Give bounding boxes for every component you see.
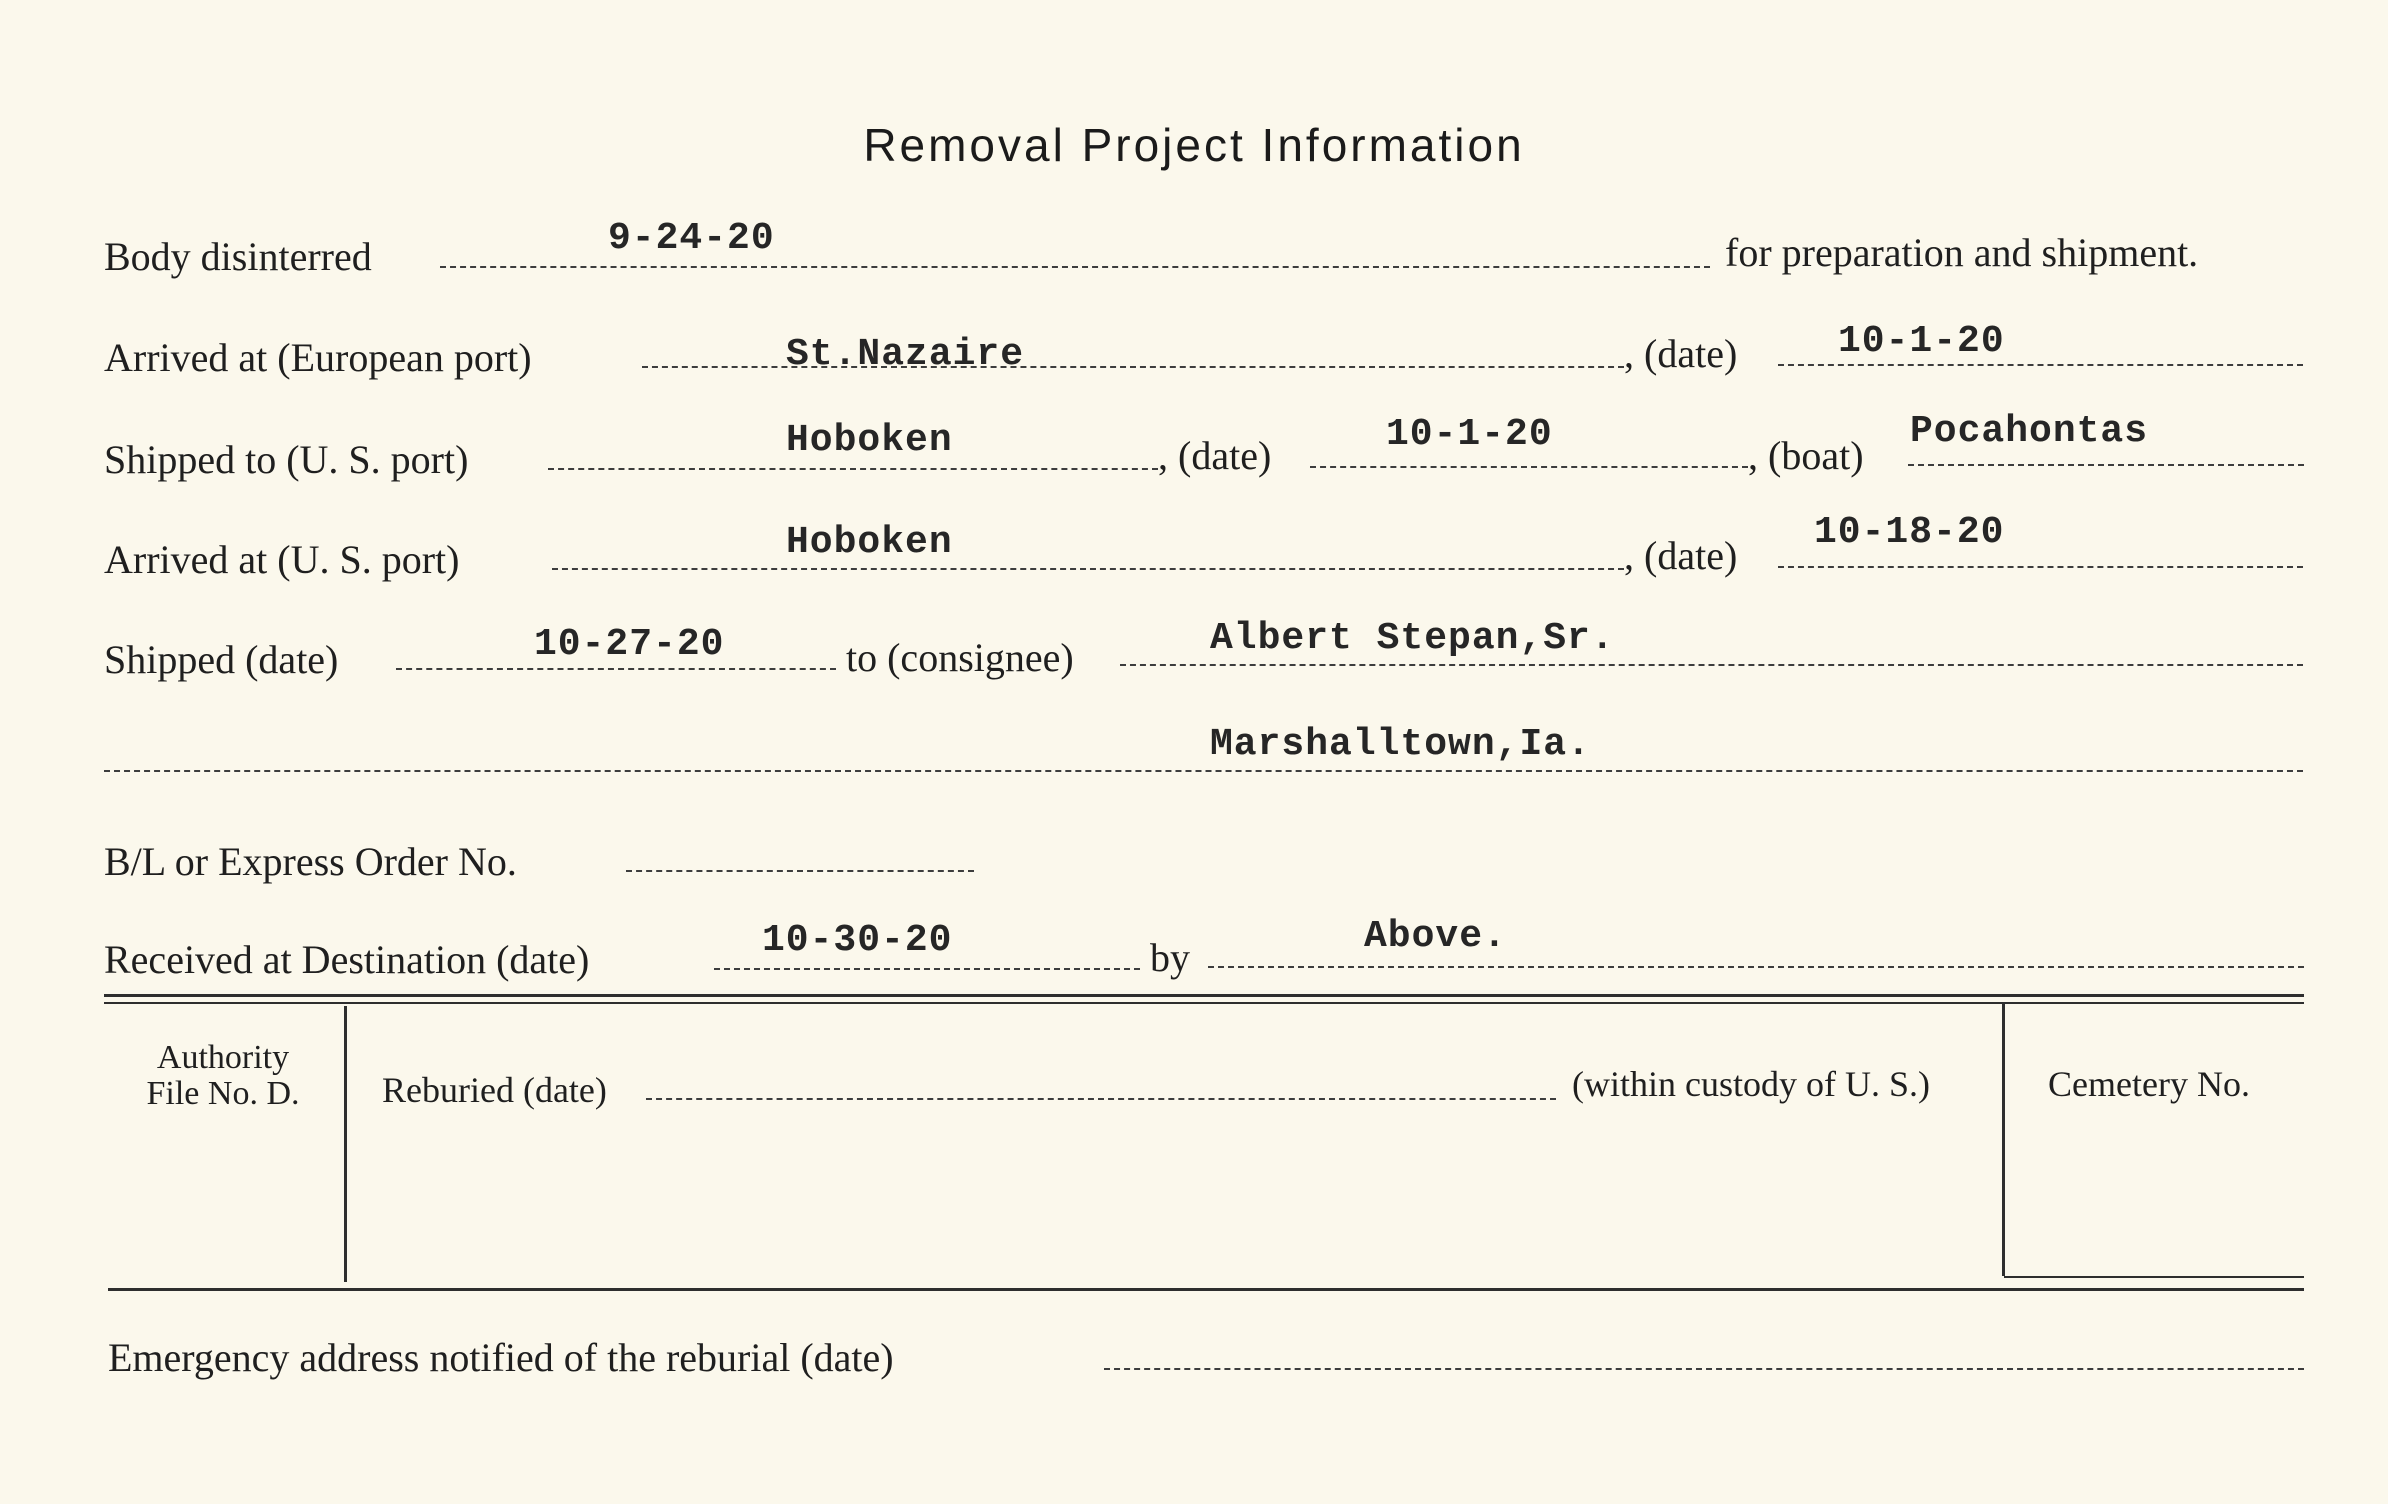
authority-label-line2: File No. D. bbox=[146, 1074, 300, 1112]
shipped-date-line bbox=[396, 668, 836, 670]
shipped-us-boat-value: Pocahontas bbox=[1910, 410, 2149, 453]
authority-label-line1: Authority bbox=[156, 1039, 290, 1076]
shipped-us-label: Shipped to (U. S. port) bbox=[104, 437, 469, 482]
shipped-date-label: Shipped (date) bbox=[104, 637, 339, 682]
shipped-us-port-line bbox=[548, 468, 1158, 470]
arrived-european-date-value: 10-1-20 bbox=[1838, 320, 2005, 363]
received-date-value: 10-30-20 bbox=[762, 919, 953, 962]
shipped-us-date-label: , (date) bbox=[1158, 433, 1272, 478]
reburied-label: Reburied (date) bbox=[382, 1070, 607, 1110]
bl-label: B/L or Express Order No. bbox=[104, 839, 517, 884]
consignee-address-line bbox=[104, 770, 2303, 772]
arrived-us-port-value: Hoboken bbox=[786, 521, 953, 564]
arrived-us-date-label: , (date) bbox=[1624, 533, 1738, 578]
box-rule-cemetery bbox=[2004, 1276, 2304, 1278]
arrived-european-label: Arrived at (European port) bbox=[104, 335, 532, 380]
cemetery-label: Cemetery No. bbox=[2048, 1064, 2250, 1104]
body-disinterred-suffix: for preparation and shipment. bbox=[1725, 230, 2199, 275]
box-bottom-rule bbox=[108, 1288, 2304, 1291]
consignee-label: to (consignee) bbox=[846, 635, 1074, 680]
arrived-european-date-line bbox=[1778, 364, 2303, 366]
card-title: Removal Project Information bbox=[863, 119, 1525, 171]
shipped-us-date-line bbox=[1310, 466, 1748, 468]
body-disinterred-line bbox=[440, 266, 1710, 268]
box-divider-left bbox=[344, 1006, 347, 1282]
arrived-us-label: Arrived at (U. S. port) bbox=[104, 537, 460, 582]
body-disinterred-value: 9-24-20 bbox=[608, 217, 775, 260]
arrived-european-port-value: St.Nazaire bbox=[786, 333, 1025, 376]
shipped-date-value: 10-27-20 bbox=[534, 623, 725, 666]
emergency-line bbox=[1104, 1368, 2304, 1370]
custody-label: (within custody of U. S.) bbox=[1572, 1064, 1930, 1104]
box-top-rule-inner bbox=[104, 1002, 2304, 1004]
box-top-rule bbox=[104, 994, 2304, 997]
received-date-line bbox=[714, 968, 1140, 970]
emergency-label: Emergency address notified of the reburial (date) bbox=[108, 1335, 894, 1380]
reburied-line bbox=[646, 1098, 1556, 1100]
authority-label bbox=[110, 1040, 336, 1111]
body-disinterred-label: Body disinterred bbox=[104, 234, 372, 279]
consignee-address-value: Marshalltown,Ia. bbox=[1210, 723, 1591, 766]
consignee-line bbox=[1120, 664, 2303, 666]
shipped-us-boat-line bbox=[1908, 464, 2304, 466]
received-by-label: by bbox=[1150, 935, 1190, 980]
box-divider-right bbox=[2002, 1002, 2005, 1276]
shipped-us-boat-label: , (boat) bbox=[1748, 433, 1864, 478]
received-by-value: Above. bbox=[1364, 915, 1507, 958]
arrived-us-date-line bbox=[1778, 566, 2303, 568]
consignee-value: Albert Stepan,Sr. bbox=[1210, 617, 1615, 660]
received-by-line bbox=[1208, 966, 2304, 968]
received-label: Received at Destination (date) bbox=[104, 937, 590, 982]
arrived-us-port-line bbox=[552, 568, 1624, 570]
arrived-european-date-label: , (date) bbox=[1624, 331, 1738, 376]
shipped-us-port-value: Hoboken bbox=[786, 419, 953, 462]
bl-line bbox=[626, 870, 974, 872]
shipped-us-date-value: 10-1-20 bbox=[1386, 413, 1553, 456]
arrived-us-date-value: 10-18-20 bbox=[1814, 511, 2005, 554]
